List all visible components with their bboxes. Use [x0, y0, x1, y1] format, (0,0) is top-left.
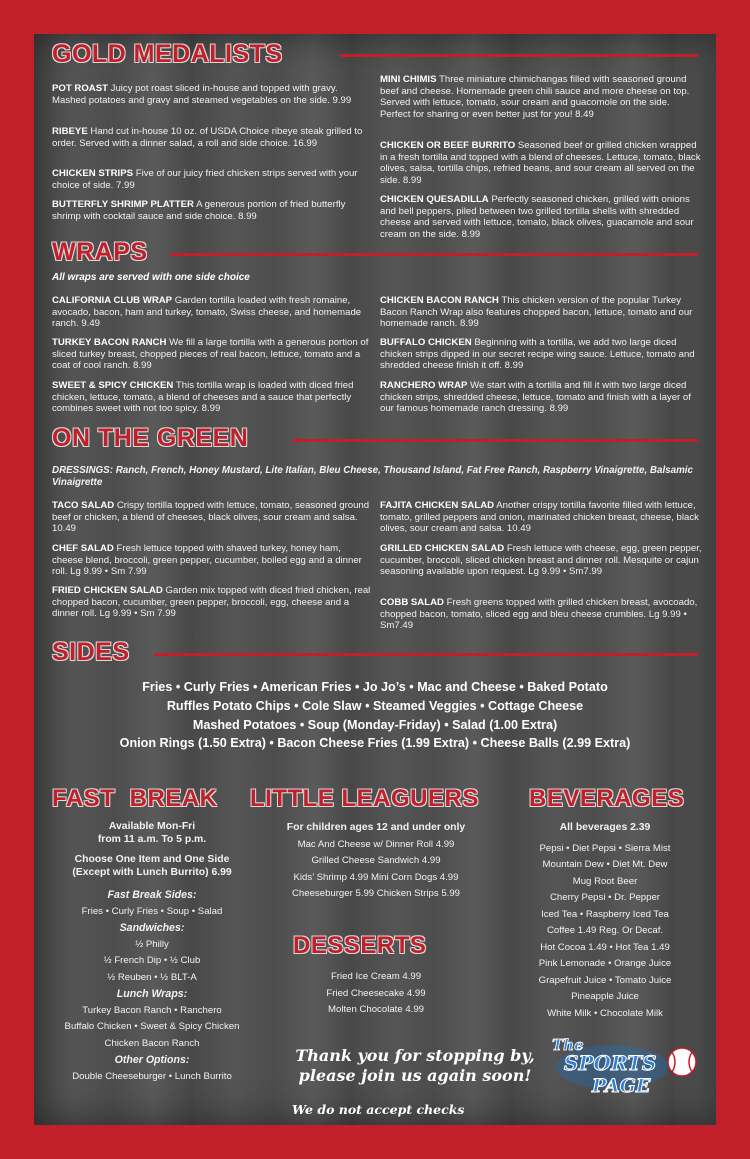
thank-you-message — [280, 1046, 550, 1086]
item-name: RANCHERO WRAP — [380, 380, 468, 391]
item-desc: Seasoned beef or grilled chicken wrapped in a fresh tortilla and topped with a blend of cheeses. Lettuce, tomato, black olives, salsa, tortilla chips, refried beans, and sour cream all served on the side. 8.99 — [380, 140, 701, 186]
wraps-rule — [170, 253, 698, 256]
menu-item — [52, 83, 372, 106]
menu-board — [34, 34, 716, 1125]
sides-list — [34, 678, 716, 753]
sides-line: Mashed Potatoes • Soup (Monday-Friday) • Salad (1.00 Extra) — [192, 717, 558, 732]
on-the-green-title: ON THE GREEN — [52, 424, 249, 452]
lunch-wrap-line: Turkey Bacon Ranch • Ranchero — [82, 1004, 222, 1016]
fast-break-info — [48, 820, 256, 1085]
menu-item — [380, 543, 702, 578]
menu-item — [380, 74, 702, 120]
thank-you-line: Thank you for stopping by, — [295, 1046, 535, 1065]
menu-item — [380, 337, 702, 372]
dessert-item: Fried Cheesecake 4.99 — [326, 987, 426, 999]
wraps-title: WRAPS — [52, 238, 148, 266]
beverage-line: Cherry Pepsi • Dr. Pepper — [550, 892, 660, 903]
item-name: FAJITA CHICKEN SALAD — [380, 500, 495, 511]
fast-break-hours: from 11 a.m. To 5 p.m. — [97, 834, 207, 845]
lunch-wrap-line: Buffalo Chicken • Sweet & Spicy Chicken — [64, 1021, 240, 1032]
thank-you-line: please join us again soon! — [298, 1066, 532, 1085]
item-name: RIBEYE — [52, 126, 88, 137]
sandwich-line: ½ French Dip • ½ Club — [103, 955, 201, 966]
item-name: TACO SALAD — [52, 500, 115, 511]
item-name: POT ROAST — [52, 83, 108, 94]
item-desc: Fresh greens topped with grilled chicken breast, avocoado, chopped bacon, tomato, sliced egg and bleu cheese crumbles. Lg 9.99 • Sm7.49 — [380, 597, 698, 631]
item-name: BUTTERFLY SHRIMP PLATTER — [52, 199, 194, 210]
menu-item — [52, 168, 372, 191]
item-name: CHICKEN QUESADILLA — [380, 194, 489, 205]
gold-rule — [340, 54, 698, 57]
item-desc: Perfectly seasoned chicken, grilled with onions and bell peppers, piled between two grilled tortilla shells with shredded cheese and served with lettuce, tomato, black olives, guacamole and sour cream on the side. 8.99 — [380, 194, 694, 240]
item-desc: We fill a large tortilla with a generous portion of sliced turkey breast, chopped pieces of real bacon, lettuce, tomato and a coat of cool ranch. 8.99 — [52, 337, 369, 371]
beverage-line: Pineapple Juice — [571, 991, 639, 1002]
menu-item — [380, 380, 702, 415]
beverage-line: White Milk • Chocolate Milk — [547, 1007, 663, 1019]
gold-medalists-title: GOLD MEDALISTS — [52, 40, 283, 68]
item-desc: Five of our juicy fried chicken strips served with your choice of side. 7.99 — [52, 168, 358, 191]
menu-item — [380, 295, 702, 330]
fast-break-choose: Choose One Item and One Side — [74, 854, 230, 865]
item-name: CHICKEN OR BEEF BURRITO — [380, 140, 516, 151]
sports-page-logo — [544, 1032, 704, 1098]
menu-item — [380, 140, 702, 186]
little-leaguers-list — [256, 820, 496, 903]
dessert-item: Molten Chocolate 4.99 — [328, 1004, 424, 1015]
sandwiches-head: Sandwiches: — [119, 922, 185, 934]
dressings-note: DRESSINGS: Ranch, French, Honey Mustard, Lite Italian, Bleu Cheese, Thousand Island, Fat Free Ranch, Raspberry Vinaigrette, Balsamic Vinaigrette — [52, 465, 693, 488]
wraps-note: All wraps are served with one side choice — [52, 272, 250, 283]
item-desc: This chicken version of the popular Turkey Bacon Ranch Wrap also features chopped bacon, lettuce, tomato and our homemade ranch. 8.99 — [380, 295, 693, 329]
beverage-line: Iced Tea • Raspberry Iced Tea — [541, 908, 669, 920]
item-name: FRIED CHICKEN SALAD — [52, 585, 163, 596]
menu-item — [380, 597, 702, 632]
menu-item — [52, 337, 372, 372]
menu-item — [52, 585, 372, 620]
kids-item: Mac And Cheese w/ Dinner Roll 4.99 — [297, 838, 455, 850]
kids-item: Kids’ Shrimp 4.99 Mini Corn Dogs 4.99 — [293, 871, 459, 883]
item-desc: Juicy pot roast sliced in-house and topped with gravy. Mashed potatoes and gravy and steamed vegetables on the side. 9.99 — [52, 83, 352, 106]
little-leaguers-head: For children ages 12 and under only — [286, 822, 466, 833]
item-desc: Fresh lettuce topped with shaved turkey, honey ham, cheese blend, broccoli, green pepper, cucumber, boiled egg and a dinner roll. Lg 9.99 • Sm 7.99 — [52, 543, 362, 577]
item-name: SWEET & SPICY CHICKEN — [52, 380, 174, 391]
beverage-line: Mug Root Beer — [572, 875, 638, 887]
sandwich-line: ½ Reuben • ½ BLT-A — [107, 971, 197, 983]
beverages-list — [510, 820, 700, 1022]
menu-item — [52, 126, 372, 149]
item-desc: Fresh lettuce with cheese, egg, green pepper, cucumber, broccoli, sliced chicken breast and dinner roll. Mesquite or cajun seasoning available upon request. Lg 9.99 • Sm7.99 — [380, 543, 702, 577]
item-desc: A generous portion of fried butterfly shrimp with cocktail sauce and side choice. 8.99 — [52, 199, 346, 222]
item-desc: Hand cut in-house 10 oz. of USDA Choice ribeye steak grilled to order. Served with a dinner salad, a roll and side choice. 16.99 — [52, 126, 363, 149]
item-name: BUFFALO CHICKEN — [380, 337, 472, 348]
item-name: COBB SALAD — [380, 597, 444, 608]
menu-item — [52, 199, 372, 222]
beverage-line: Pink Lemonade • Orange Juice — [538, 958, 672, 969]
kids-item: Cheeseburger 5.99 Chicken Strips 5.99 — [292, 888, 460, 899]
menu-item — [52, 543, 372, 578]
item-name: CHEF SALAD — [52, 543, 114, 554]
lunch-wrap-line: Chicken Bacon Ranch — [104, 1037, 200, 1049]
item-name: MINI CHIMIS — [380, 74, 437, 85]
item-name: CHICKEN STRIPS — [52, 168, 134, 179]
fast-break-sides-head: Fast Break Sides: — [107, 889, 197, 901]
fast-break-price: (Except with Lunch Burrito) 6.99 — [72, 867, 232, 878]
menu-item — [380, 194, 702, 240]
kids-item: Grilled Cheese Sandwich 4.99 — [311, 855, 441, 866]
desserts-title: DESSERTS — [293, 932, 427, 959]
item-name: TURKEY BACON RANCH — [52, 337, 167, 348]
beverage-line: Grapefruit Juice • Tomato Juice — [538, 974, 672, 986]
beverage-line: Coffee 1.49 Reg. Or Decaf. — [546, 925, 664, 936]
item-name: CALIFORNIA CLUB WRAP — [52, 295, 173, 306]
sides-line: Fries • Curly Fries • American Fries • Jo Jo’s • Mac and Cheese • Baked Potato — [142, 680, 608, 694]
logo-the: The — [552, 1036, 584, 1054]
beverage-line: Pepsi • Diet Pepsi • Sierra Mist — [539, 842, 671, 854]
fast-break-sides: Fries • Curly Fries • Soup • Salad — [81, 905, 223, 917]
item-name: GRILLED CHICKEN SALAD — [380, 543, 505, 554]
menu-item — [52, 380, 372, 415]
item-desc: Crispy tortilla topped with lettuce, tomato, seasoned ground beef or chicken, a blend of cheeses, black olives, sour cream and salsa. 10.49 — [52, 500, 370, 534]
menu-item — [380, 500, 702, 535]
logo-sports: SPORTS — [564, 1051, 657, 1075]
fast-break-title: FAST BREAK — [52, 785, 218, 812]
item-name: CHICKEN BACON RANCH — [380, 295, 499, 306]
item-desc: Beginning with a tortilla, we add two large diced chicken strips dipped in our secret recipe wing sauce. Lettuce, tomato and shredded cheese finish it off. 8.99 — [380, 337, 695, 371]
sides-rule — [154, 653, 698, 656]
sides-line: Onion Rings (1.50 Extra) • Bacon Cheese Fries (1.99 Extra) • Cheese Balls (2.99 Extra) — [119, 736, 631, 751]
baseball-icon — [668, 1048, 696, 1076]
item-desc: Three miniature chimichangas filled with seasoned ground beef and cheese. Homemade green chili sauce and more cheese on top. Served with lettuce, tomato, sour cream and guacomole on the side. Perfect for sharing or even better just for you! 8.49 — [380, 74, 690, 120]
beverage-line: Mountain Dew • Diet Mt. Dew — [542, 859, 668, 870]
item-desc: Garden tortilla loaded with fresh romaine, avocado, bacon, ham and turkey, tomato, Swiss cheese, and homemade ranch. 9.49 — [52, 295, 362, 329]
sides-title: SIDES — [52, 638, 130, 666]
beverage-line: Hot Cocoa 1.49 • Hot Tea 1.49 — [540, 941, 670, 953]
item-desc: This tortilla wrap is loaded with diced fried chicken, lettuce, tomato, a blend of cheeses and a sauce that perfectly combines sweet with not too spicy. 8.99 — [52, 380, 354, 414]
other-options-head: Other Options: — [114, 1054, 190, 1066]
other-options: Double Cheeseburger • Lunch Burrito — [72, 1070, 232, 1082]
menu-item — [52, 295, 372, 330]
lunch-wraps-head: Lunch Wraps: — [116, 988, 188, 1000]
green-rule — [292, 439, 698, 442]
item-desc: We start with a tortilla and fill it with two large diced chicken strips, shredded cheese, lettuce, tomato and finish with a layer of our famous homemade ranch dressing. 8.99 — [380, 380, 691, 414]
logo-page: PAGE — [592, 1075, 651, 1097]
item-desc: Garden mix topped with diced fried chicken, real chopped bacon, cucumber, green pepper, broccoli, egg, cheese and a dinner roll. Lg 9.99 • Sm 7.99 — [52, 585, 371, 619]
fast-break-availability: Available Mon-Fri — [108, 821, 196, 832]
beverages-head: All beverages 2.39 — [559, 822, 651, 833]
item-desc: Another crispy tortilla favorite filled with lettuce, tomato, grilled peppers and onion, marinated chicken breast, cheese, black olives, sour cream and salsa. 10.49 — [380, 500, 699, 534]
menu-item — [52, 500, 372, 535]
sides-line: Ruffles Potato Chips • Cole Slaw • Steamed Veggies • Cottage Cheese — [166, 698, 584, 713]
beverages-title: BEVERAGES — [529, 785, 685, 812]
sandwich-line: ½ Philly — [135, 938, 169, 950]
dessert-item: Fried Ice Cream 4.99 — [330, 971, 422, 982]
little-leaguers-title: LITTLE LEAGUERS — [250, 785, 479, 812]
no-checks-notice: We do not accept checks — [292, 1102, 465, 1117]
desserts-list — [256, 969, 496, 1019]
